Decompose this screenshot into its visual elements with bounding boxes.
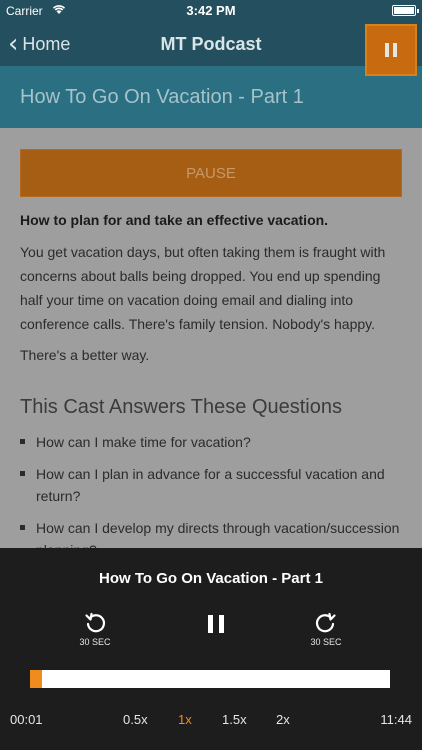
rewind-caption: 30 SEC <box>79 637 111 647</box>
list-item: How can I plan in advance for a successful vacation and return? <box>20 463 405 507</box>
list-item: How can I develop my directs through vacation/succession <box>20 517 405 561</box>
player-title: How To Go On Vacation - Part 1 <box>99 570 323 587</box>
progress-bar[interactable] <box>30 670 390 688</box>
mini-pause-button[interactable] <box>365 24 417 76</box>
episode-title: How To Go On Vacation - Part 1 <box>20 86 304 108</box>
forward-30-icon <box>315 612 337 634</box>
speed-option[interactable]: 0.5x <box>123 712 148 727</box>
app-title: MT Podcast <box>160 34 262 54</box>
total-time: 11:44 <box>380 712 412 727</box>
back-label: Home <box>22 33 71 54</box>
episode-description-2: There's a better way. <box>20 347 150 363</box>
questions-heading: This Cast Answers These Questions <box>20 396 342 418</box>
speed-option[interactable]: 1.5x <box>222 712 247 727</box>
rewind-30-button[interactable] <box>60 612 130 647</box>
episode-description: You get vacation days, but often taking them is fraught with concerns about balls being dropped. You end up spending half your time on vacation doing email and dialing into conference calls. There's family tension. Nobody's happy. <box>20 244 386 332</box>
status-bar <box>0 0 422 22</box>
carrier-label: Carrier <box>6 4 43 18</box>
battery-icon <box>392 5 416 16</box>
speed-option[interactable]: 2x <box>276 712 290 727</box>
pause-icon <box>385 43 397 57</box>
progress-fill <box>30 670 42 688</box>
rewind-30-icon <box>84 612 106 634</box>
episode-title-bar <box>0 66 422 128</box>
navigation-bar <box>0 0 422 66</box>
elapsed-time: 00:01 <box>10 712 43 727</box>
chevron-left-icon: ‹ <box>8 29 19 59</box>
player-pause-button[interactable] <box>201 615 231 639</box>
speed-option[interactable]: 1x <box>178 712 192 727</box>
pause-icon <box>208 615 213 633</box>
status-time: 3:42 PM <box>186 3 236 18</box>
episode-content[interactable] <box>0 128 422 548</box>
forward-30-button[interactable] <box>291 612 361 647</box>
audio-player <box>0 548 422 750</box>
episode-lead: How to plan for and take an effective vacation. <box>20 212 329 228</box>
list-item: How can I make time for vacation? <box>20 431 405 453</box>
pause-button[interactable]: PAUSE <box>20 149 402 197</box>
forward-caption: 30 SEC <box>310 637 342 647</box>
